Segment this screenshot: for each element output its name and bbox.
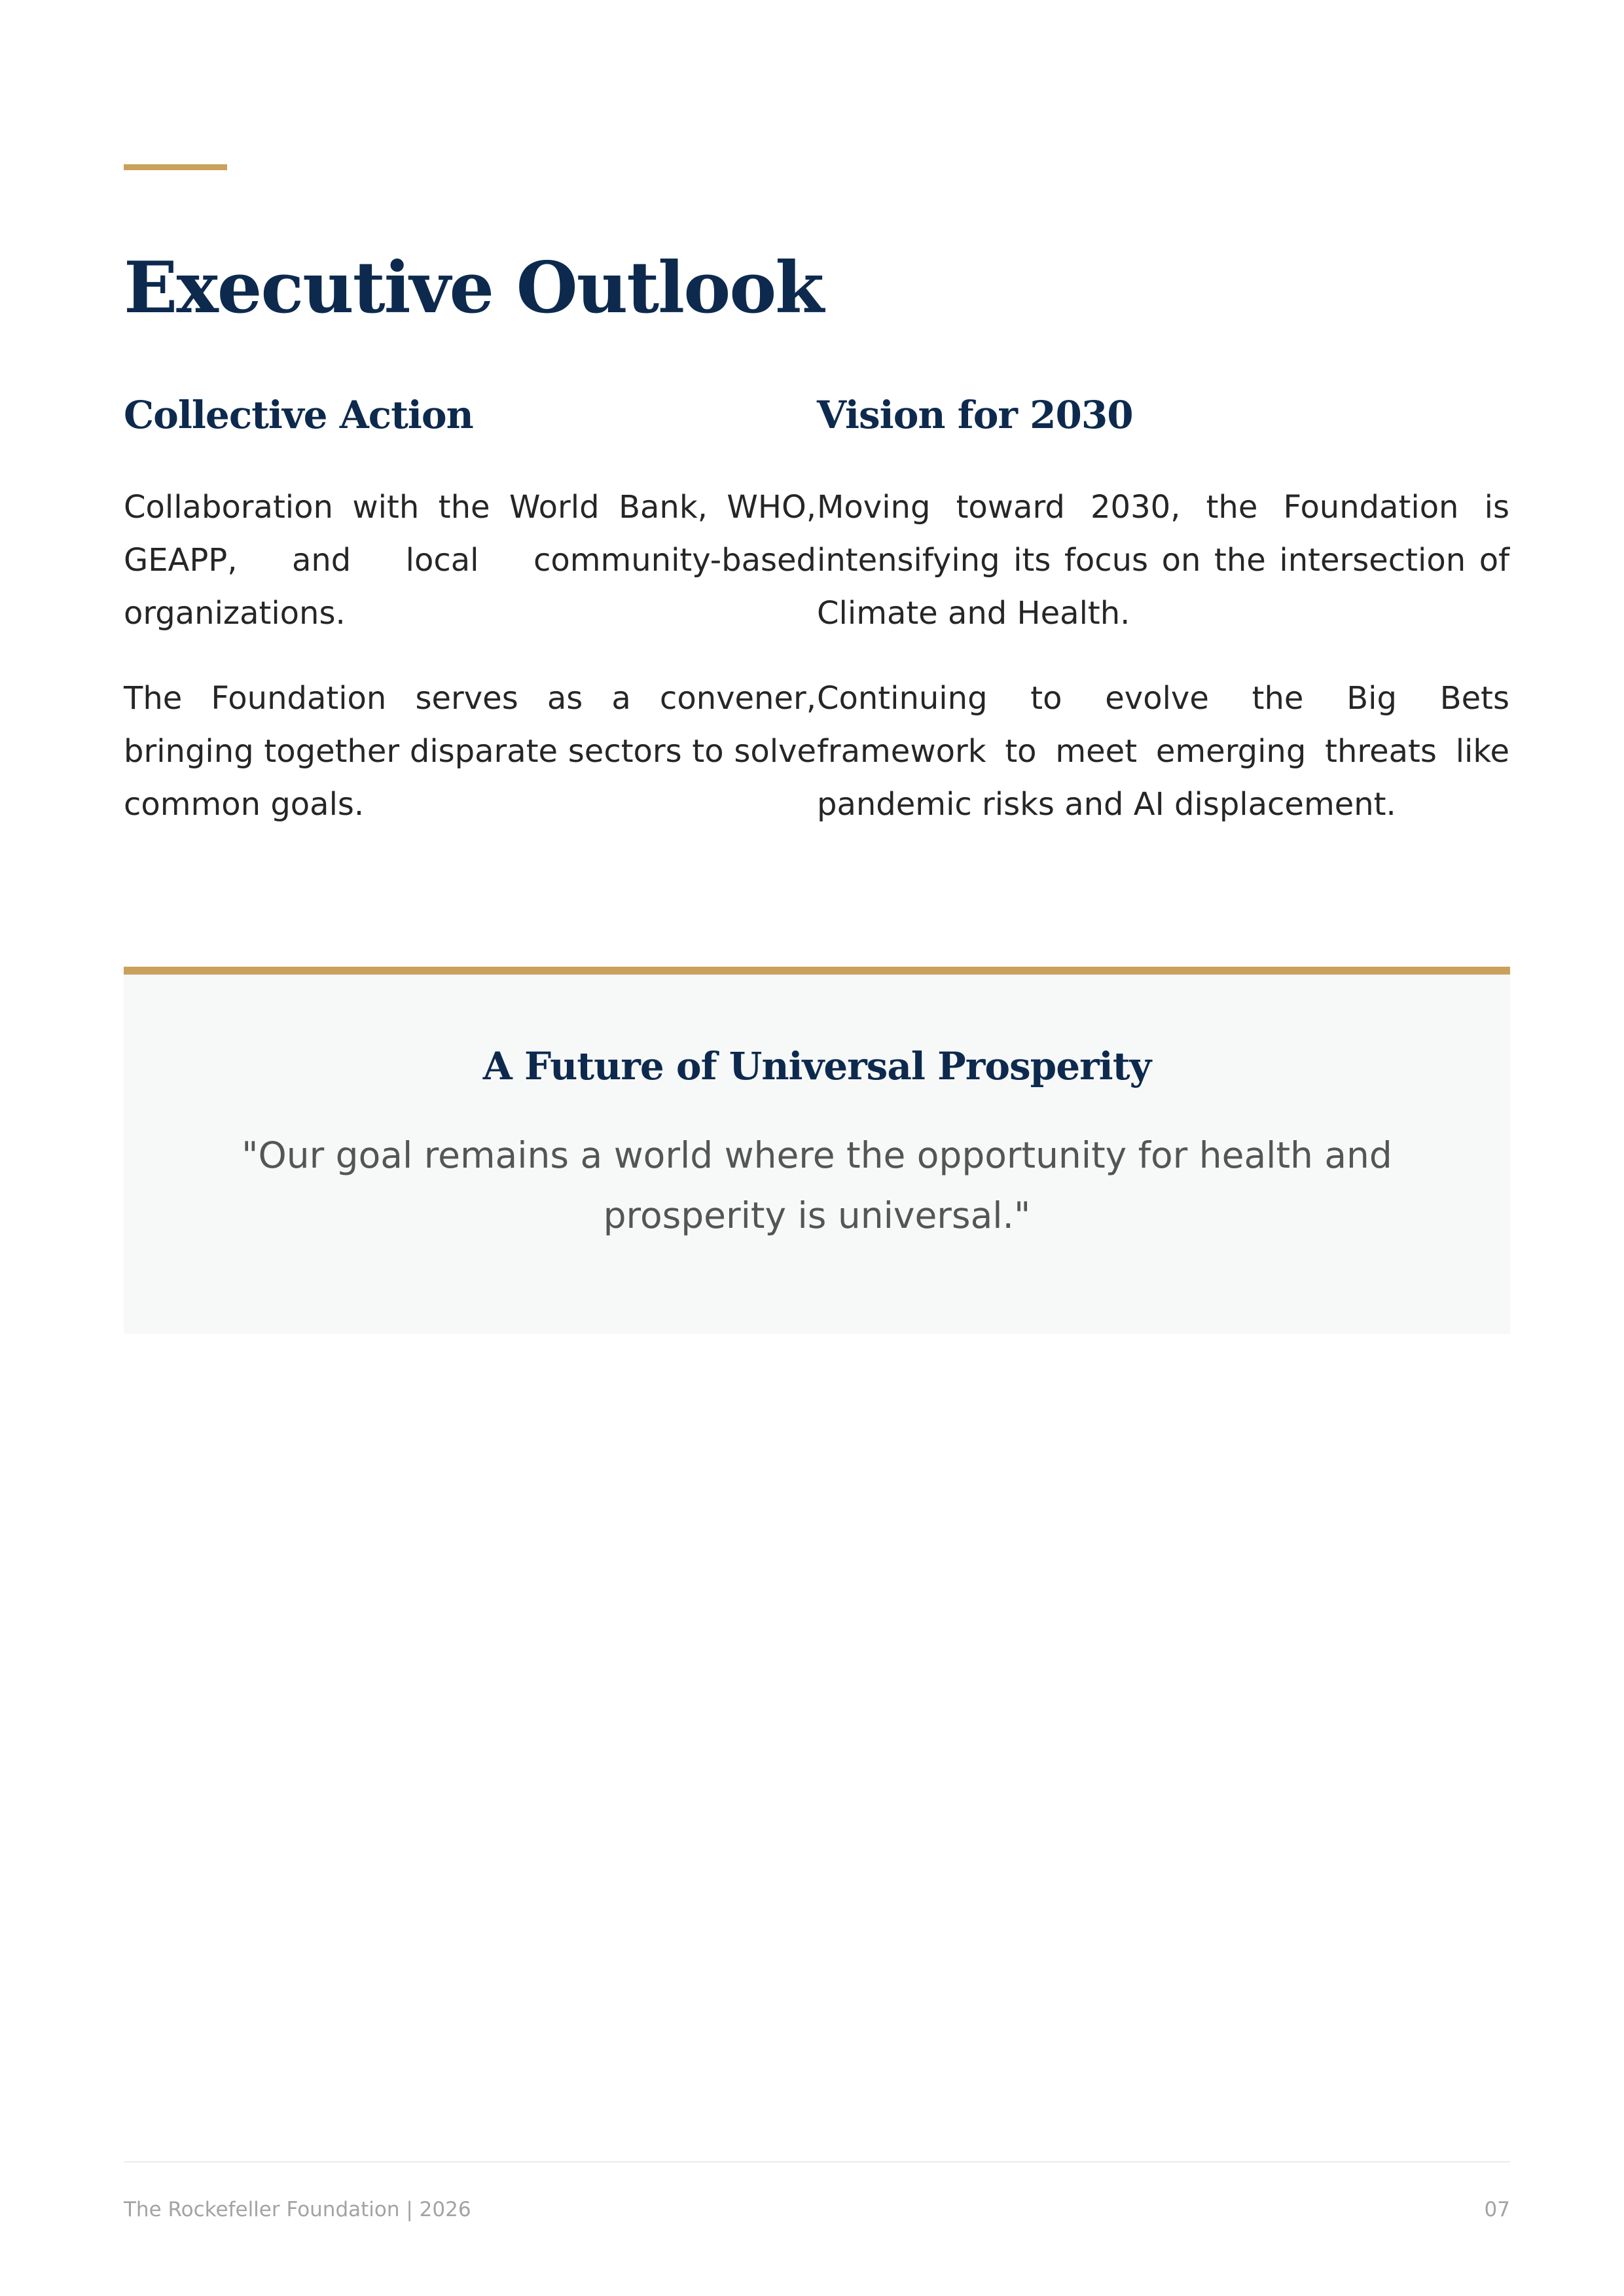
title-accent-bar — [124, 164, 227, 170]
quote-text: "Our goal remains a world where the opportunity for health and prosperity is universal." — [242, 1134, 1392, 1236]
quote-box — [124, 967, 1510, 1334]
column-paragraph: The Foundation serves as a convener, bringing together disparate sectors to solve common goals. — [124, 680, 816, 823]
footer-page-number: 07 — [1484, 2198, 1510, 2221]
quote-title: A Future of Universal Prosperity — [482, 1044, 1151, 1088]
footer-organization: The Rockefeller Foundation | 2026 — [124, 2198, 471, 2221]
column-collective-action — [124, 389, 816, 831]
column-heading: Collective Action — [124, 393, 473, 437]
footer-divider — [124, 2161, 1510, 2162]
column-paragraph: Moving toward 2030, the Foundation is intensifying its focus on the intersection of Climate and Health. — [817, 489, 1509, 632]
column-paragraph: Continuing to evolve the Big Bets framework to meet emerging threats like pandemic risks and AI displacement. — [817, 680, 1509, 823]
column-paragraph: Collaboration with the World Bank, WHO, GEAPP, and local community-based organizations. — [124, 489, 816, 632]
column-heading: Vision for 2030 — [817, 393, 1133, 437]
column-vision-2030 — [817, 389, 1509, 831]
page-title: Executive Outlook — [124, 247, 823, 329]
